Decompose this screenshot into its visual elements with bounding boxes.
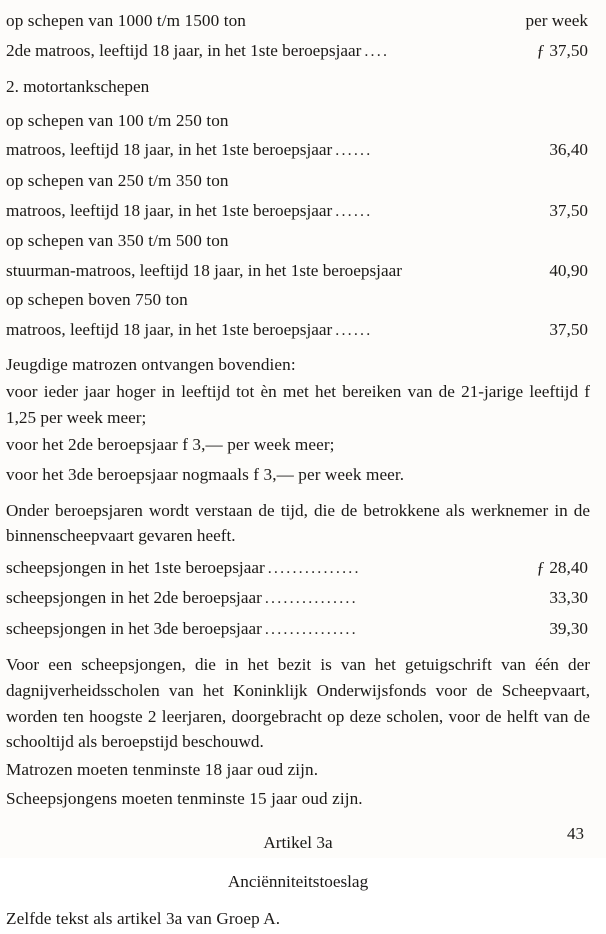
closing-paragraph: Voor een scheepsjongen, die in het bezit is van het getuigschrift van één der dagnijverheidsscholen van het Koninklijk Onderwijsfonds voor de Scheepvaart, worden ten hoogste 2 leerjaren, doorgebracht op deze scholen, voor de helft van de schooltijd als beroepstijd beschouwd.: [6, 655, 590, 752]
wage-entry-row: [6, 583, 590, 614]
beroepsjaren-paragraph: Onder beroepsjaren wordt verstaan de tijd, die de betrokkene als werknemer in de binnenscheepvaart gevaren heeft.: [6, 500, 590, 546]
wage-entry-amount: 36,40: [549, 140, 588, 160]
wage-entry-row: [6, 315, 590, 346]
youth-rule-3: voor het 3de beroepsjaar nogmaals f 3,— per week meer.: [6, 464, 405, 484]
ship-size-heading-row: [6, 6, 590, 36]
leader-dots: ......: [335, 142, 373, 160]
wage-entry-label: 2de matroos, leeftijd 18 jaar, in het 1ste beroepsjaar: [6, 40, 362, 60]
wage-entry-amount: 33,30: [549, 588, 588, 608]
ship-size-heading-100-250: op schepen van 100 t/m 250 ton: [6, 110, 229, 130]
wage-entry-amount: 37,50: [549, 200, 588, 220]
wage-entry-label: scheepsjongen in het 1ste beroepsjaar: [6, 557, 265, 577]
closing-line-scheepsjongens: Scheepsjongens moeten tenminste 15 jaar oud zijn.: [6, 789, 363, 809]
leader-dots: ....: [364, 42, 390, 60]
ship-size-heading-350-500: op schepen van 350 t/m 500 ton: [6, 231, 229, 251]
leader-dots: ...............: [264, 590, 358, 608]
closing-line-matrozen: Matrozen moeten tenminste 18 jaar oud zijn.: [6, 759, 319, 779]
wage-entry-row: [6, 36, 590, 67]
wage-entry-amount: 37,50: [549, 319, 588, 339]
youth-rule-2: voor het 2de beroepsjaar f 3,— per week meer;: [6, 435, 335, 455]
article-title: Anciënniteitstoeslag: [227, 872, 369, 892]
ship-size-heading-boven-750: op schepen boven 750 ton: [6, 290, 188, 310]
wage-entry-label: matroos, leeftijd 18 jaar, in het 1ste beroepsjaar: [6, 319, 333, 339]
wage-entry-label: matroos, leeftijd 18 jaar, in het 1ste beroepsjaar: [6, 200, 333, 220]
wage-entry-amount: ƒ 28,40: [536, 557, 588, 577]
ship-size-heading: op schepen van 1000 t/m 1500 ton: [6, 11, 246, 30]
wage-entry-row: [6, 135, 590, 166]
leader-dots: ......: [335, 321, 373, 339]
article-reference: Zelfde tekst als artikel 3a van Groep A.: [6, 909, 281, 929]
leader-dots: ......: [335, 202, 373, 220]
leader-dots: ...............: [267, 559, 361, 577]
wage-entry-label: scheepsjongen in het 3de beroepsjaar: [6, 618, 262, 638]
wage-entry-row: [6, 614, 590, 645]
wage-entry-label: matroos, leeftijd 18 jaar, in het 1ste beroepsjaar: [6, 140, 333, 160]
youth-intro: Jeugdige matrozen ontvangen bovendien:: [6, 354, 296, 374]
wage-entry-row: [6, 553, 590, 584]
ship-size-heading-250-350: op schepen van 250 t/m 350 ton: [6, 170, 229, 190]
youth-rule-1: voor ieder jaar hoger in leeftijd tot èn met het bereiken van de 21-jarige leeftijd f 1,25 per week meer;: [6, 382, 590, 427]
wage-entry-amount: 40,90: [549, 260, 588, 280]
leader-dots: ...............: [264, 620, 358, 638]
wage-entry-row: [6, 196, 590, 227]
page-number: 43: [567, 824, 584, 843]
wage-entry-amount: ƒ 37,50: [536, 40, 588, 60]
wage-entry-amount: 39,30: [549, 618, 588, 638]
wage-entry-row: [6, 256, 590, 286]
wage-entry-label: stuurman-matroos, leeftijd 18 jaar, in het 1ste beroepsjaar: [6, 260, 402, 280]
wage-entry-label: scheepsjongen in het 2de beroepsjaar: [6, 588, 262, 608]
section-heading-motortankschepen: 2. motortankschepen: [6, 77, 150, 97]
per-week-header: per week: [525, 11, 588, 30]
article-number: Artikel 3a: [263, 833, 333, 853]
